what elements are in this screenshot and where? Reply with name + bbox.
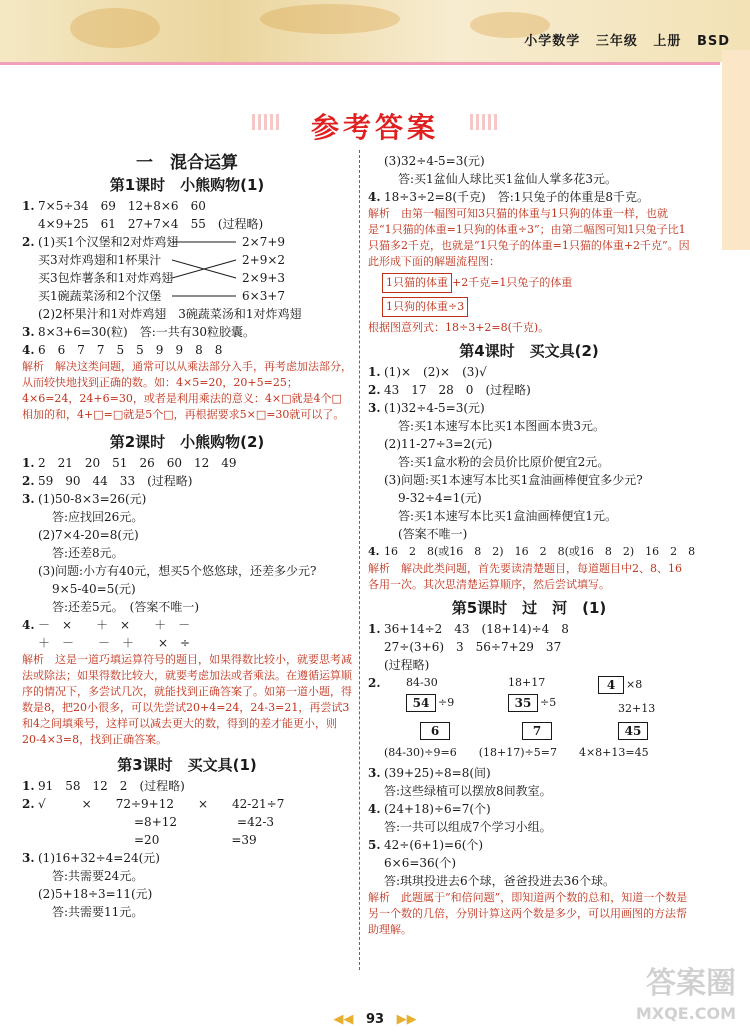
match-lines [172, 233, 238, 305]
answer-row: =20 =39 [134, 833, 257, 847]
page-number: 93 [365, 1012, 385, 1027]
answer-row: (3)32÷4-5=3(元) [384, 154, 485, 168]
answer-row: 答:一共可以组成7个学习小组。 [384, 820, 552, 834]
analysis-note: 根据图意列式：18÷3+2=8(千克)。 [368, 321, 550, 334]
answer-row: 1. 7×5÷34 69 12+8×6 60 [22, 199, 206, 213]
answer-row: 答:还差8元。 [52, 546, 124, 560]
answer-row: 1. (1)× (2)× (3)√ [368, 365, 487, 379]
prev-arrows-icon: ◀◀ [333, 1012, 354, 1027]
tree-box: 54 [406, 694, 436, 712]
answer-row: ＋ － － ＋ × ÷ [38, 636, 191, 650]
answer-row: 9×5-40=5(元) [52, 582, 136, 596]
answer-row: 4. 18÷3÷2=8(千克) 答:1只兔子的体重是8千克。 [368, 190, 650, 204]
match-right-item: 2×9+3 [242, 271, 286, 285]
analysis-note: 解析 由第一幅图可知3只猫的体重与1只狗的体重一样，也就是“1只猫的体重=1只狗的体重÷3”；由第二幅图可知1只兔子比1只猫多2千克，也就是“1只兔子的体重=1只猫的体重+2千克”。因此形成下面的解题流程图： [368, 207, 690, 268]
column-divider [359, 150, 360, 970]
answer-row: 答:买1本速写本比买1盒油画棒便宜1元。 [398, 509, 617, 523]
answer-row: 答:买1盆仙人球比买1盆仙人掌多花3元。 [398, 172, 617, 186]
right-column [368, 152, 696, 938]
answer-row: (2)7×4-20=8(元) [38, 528, 139, 542]
answer-row: 3. (1)16+32÷4=24(元) [22, 851, 160, 865]
next-arrows-icon: ▶▶ [396, 1012, 417, 1027]
tree-box: 7 [522, 722, 552, 740]
answer-row: 答:这些绿植可以摆放8间教室。 [384, 784, 552, 798]
tree-op: ×8 [626, 678, 643, 691]
grade: 三年级 [595, 34, 638, 49]
lesson-3-title: 第3课时 买文具(1) [117, 756, 257, 774]
tree-box: 4 [598, 676, 624, 694]
answer-row: 答:还差5元。 (答案不唯一) [52, 600, 200, 614]
answer-row: 答:共需要24元。 [52, 869, 144, 883]
analysis-note: 解析 此题属于“和倍问题”，即知道两个数的总和，知道一个数是另一个数的几倍，分别计算这两个数是多少，可以用画图的方法帮助理解。 [368, 891, 688, 936]
answer-row: 3. (1)50-8×3=26(元) [22, 492, 147, 506]
match-left-item: (1)买1个汉堡和2对炸鸡翅 [38, 235, 179, 249]
answer-row: 答:应找回26元。 [52, 510, 144, 524]
tree-box: 35 [508, 694, 538, 712]
subject: 小学数学 [524, 34, 581, 49]
volume: 上册 [653, 34, 682, 49]
answer-row: (2)5+18÷3=11(元) [38, 887, 153, 901]
answer-row: (3)问题:买1本速写本比买1盒油画棒便宜多少元? [384, 473, 643, 487]
tree-top: 84-30 [406, 676, 438, 689]
answer-row: 答:买1本速写本比买1本图画本贵3元。 [398, 419, 605, 433]
title-deco-right [470, 114, 498, 130]
lesson-5-title: 第5课时 过 河 (1) [451, 599, 607, 617]
answer-row: 1. 2 21 20 51 26 60 12 49 [22, 456, 237, 470]
answer-row: 4. (24+18)÷6=7(个) [368, 802, 491, 816]
tree-box: 6 [420, 722, 450, 740]
lesson-4-title: 第4课时 买文具(2) [459, 342, 599, 360]
tree-box: 45 [618, 722, 648, 740]
tree-equations: (84-30)÷9=6 (18+17)÷5=7 4×8+13=45 [384, 746, 649, 759]
tree-op: ÷9 [438, 696, 455, 709]
answer-row: 4×9+25 61 27+7×4 55 (过程略) [38, 217, 264, 231]
match-right-item: 2+9×2 [242, 253, 286, 267]
answer-row: (3)问题:小方有40元，想买5个悠悠球，还差多少元? [38, 564, 317, 578]
lesson-1-title: 第1课时 小熊购物(1) [109, 176, 265, 194]
match-left-item: 买1碗蔬菜汤和2个汉堡 [38, 289, 162, 303]
answer-row: 4. 16 2 8(或16 8 2) 16 2 8(或16 8 2) 16 2 8 [368, 545, 696, 558]
tree-side: 32+13 [618, 702, 656, 715]
page-title: 参考答案 [310, 111, 439, 144]
answer-row: 27÷(3+6) 3 56÷7+29 37 [384, 640, 562, 654]
answer-row: 4. － × ＋ × ＋ － [22, 618, 191, 632]
header-rule [0, 62, 720, 65]
answer-row: 5. 42÷(6+1)=6(个) [368, 838, 484, 852]
answer-row: 6×6=36(个) [384, 856, 457, 870]
analysis-note: 解析 解决这类问题，通常可以从乘法部分入手，再考虑加法部分，从而较快地找到正确的数。如：4×5=20，20+5=25；4×6=24，24+6=30，或者是利用乘法的意义：4×□就是4个□相加的和，4+□=□就是5个□，再根据要求5×□=30就可以了。 [22, 360, 352, 421]
answer-row: (2)2杯果汁和1对炸鸡翅 3碗蔬菜汤和1对炸鸡翅 [38, 307, 302, 321]
edition: BSD [696, 34, 730, 49]
answer-row: (答案不唯一) [398, 527, 468, 541]
answer-row: 答:共需要11元。 [52, 905, 144, 919]
answer-row: 答:琪琪投进去6个球，爸爸投进去36个球。 [384, 874, 615, 888]
flow-chart [382, 273, 690, 317]
analysis-note: 解析 这是一道巧填运算符号的题目，如果得数比较小，就要思考减法或除法；如果得数比较大，就要考虑加法或者乘法。在遵循运算顺序的情况下，多尝试几次，就能找到正确答案了。如第一道小题，得数是8，把20小很多，可以先尝试20+4=24，24-3=21，再尝试3和4之间填乘号，这样可以减去更大的数，得到的差才能更小，则20-4×3=8，找到正确答案。 [22, 653, 352, 746]
answer-row: =8+12 =42-3 [134, 815, 275, 829]
answer-row: 1. 91 58 12 2 (过程略) [22, 779, 185, 793]
answer-row: 9-32÷4=1(元) [398, 491, 482, 505]
answer-row: 3. 8×3+6=30(粒) 答:一共有30粒胶囊。 [22, 325, 256, 339]
section-title: 一 混合运算 [136, 153, 238, 173]
answer-row: (2)11-27÷3=2(元) [384, 437, 493, 451]
answer-row: 2. 59 90 44 33 (过程略) [22, 474, 193, 488]
analysis-note: 解析 解决此类问题，首先要读清楚题目，每道题目中2、8、16各用一次。其次思清楚运算顺序，然后尝试填写。 [368, 562, 682, 591]
answer-row: 3. (1)32÷4-5=3(元) [368, 401, 485, 415]
matching-diagram: 2. (1)买1个汉堡和2对炸鸡翅 买3对炸鸡翅和1杯果汁 买3包炸薯条和1对炸鸡翅 买1碗蔬菜汤和2个汉堡 2×7+9 2+9×2 2×9+3 6×3+7 [22, 235, 286, 303]
watermark-logo: 答案圈 MXQE.COM [635, 966, 736, 1023]
match-left-item: 买3包炸薯条和1对炸鸡翅 [38, 271, 174, 285]
answer-row: 2. 43 17 28 0 (过程略) [368, 383, 531, 397]
page-edge-band [722, 50, 750, 250]
tree-top: 18+17 [508, 676, 546, 689]
match-left-item: 买3对炸鸡翅和1杯果汁 [38, 253, 162, 267]
flow-text: +2千克=1只兔子的体重 [452, 276, 573, 289]
answer-row: 答:买1盒水粉的会员价比原价便宜2元。 [398, 455, 610, 469]
calc-trees: 2. 84-30 54 ÷9 6 18+17 35 ÷5 7 4 ×8 32+13 45 (84-30)÷9=6 (18+17)÷5=7 4×8+13=45 [368, 674, 690, 764]
left-column [22, 152, 352, 921]
answer-row: 3. (39+25)÷8=8(间) [368, 766, 491, 780]
answer-row: 1. 36+14÷2 43 (18+14)÷4 8 [368, 622, 569, 636]
flow-box: 1只猫的体重 [382, 273, 452, 293]
header-meta [514, 30, 730, 49]
flow-box: 1只狗的体重÷3 [382, 297, 468, 317]
answer-row: (过程略) [384, 658, 430, 672]
tree-op: ÷5 [540, 696, 557, 709]
match-right-item: 6×3+7 [242, 289, 286, 303]
answer-row: 4. 6 6 7 7 5 5 9 9 8 8 [22, 343, 223, 357]
answer-row: 2. √ × 72÷9+12 × 42-21÷7 [22, 797, 285, 811]
match-right-item: 2×7+9 [242, 235, 286, 249]
lesson-2-title: 第2课时 小熊购物(2) [109, 433, 265, 451]
